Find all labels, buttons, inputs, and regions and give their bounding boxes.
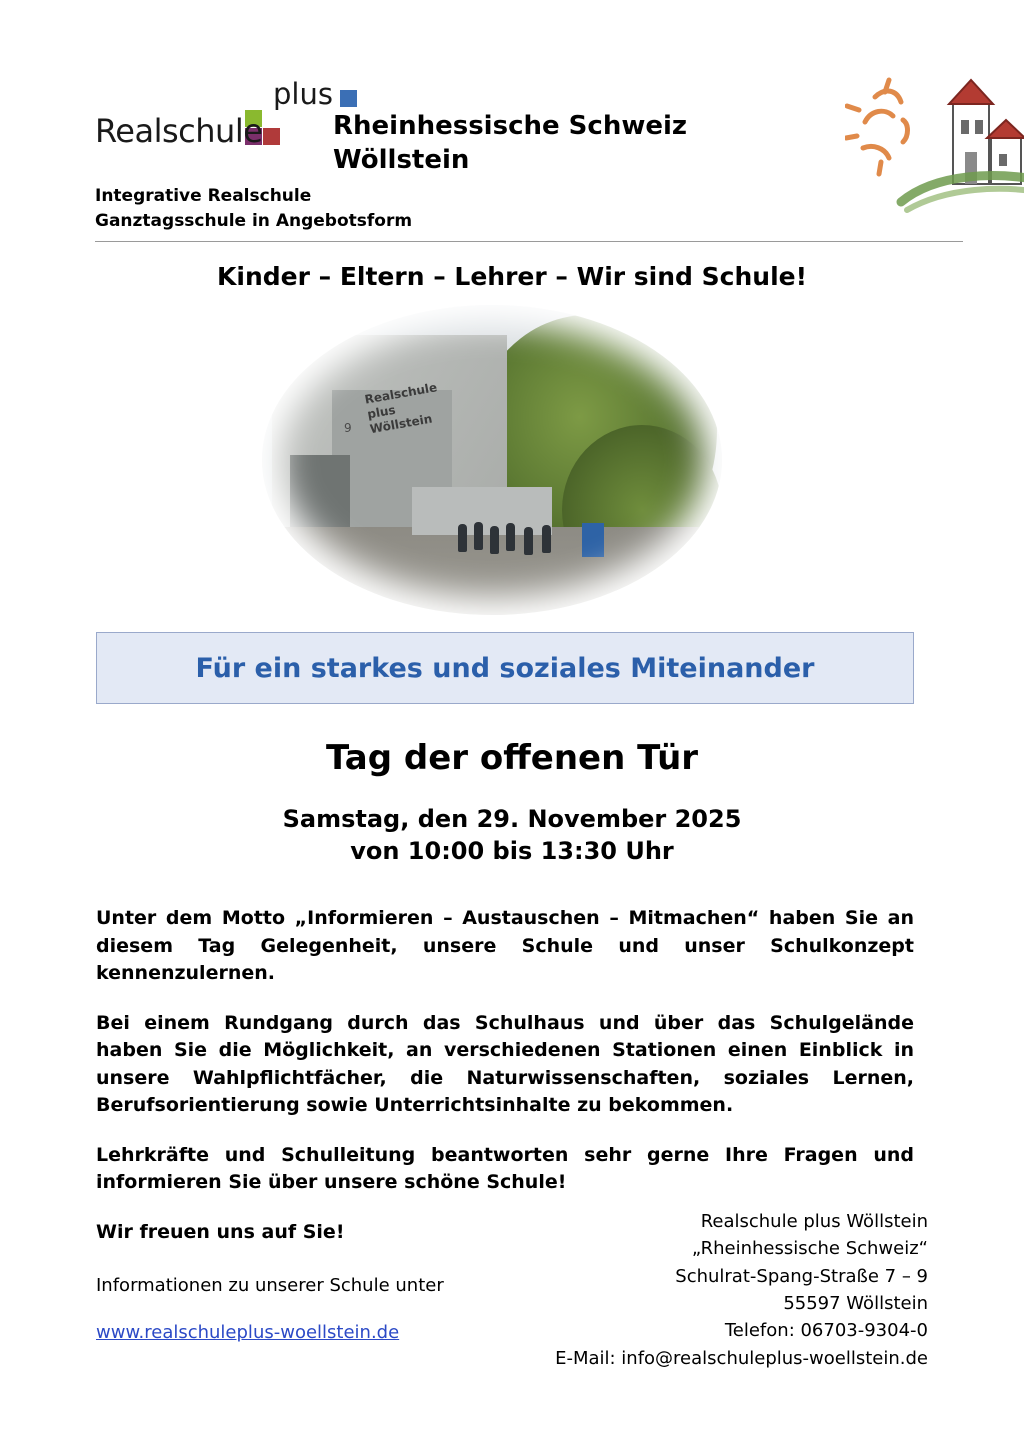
motto-headline: Kinder – Eltern – Lehrer – Wir sind Schule! bbox=[217, 262, 807, 291]
contact-block bbox=[498, 1208, 928, 1372]
body-paragraph-4: Wir freuen uns auf Sie! bbox=[96, 1220, 345, 1243]
photo-students bbox=[454, 520, 564, 560]
school-name bbox=[333, 110, 687, 178]
contact-phone: Telefon: 06703-9304-0 bbox=[724, 1320, 928, 1342]
school-photo bbox=[262, 305, 722, 615]
logo-word-plus: plus bbox=[273, 77, 333, 111]
event-title: Tag der offenen Tür bbox=[325, 738, 699, 778]
contact-school-name: Realschule plus Wöllstein bbox=[700, 1211, 928, 1232]
contact-city: 55597 Wöllstein bbox=[783, 1293, 928, 1315]
footer-info-label: Informationen zu unserer Schule unter bbox=[96, 1275, 444, 1296]
body-paragraph-3: Lehrkräfte und Schulleitung beantworten sehr gerne Ihre Fragen und informieren Sie über unsere schöne Schule! bbox=[96, 1143, 914, 1194]
school-subtitle-line-1: Integrative Realschule bbox=[95, 186, 312, 206]
body-paragraph-1: Unter dem Motto „Informieren – Austauschen – Mitmachen“ haben Sie an diesem Tag Gelegenheit, unsere Schule und unser Schulkonzept kennenzulernen. bbox=[96, 907, 914, 985]
logo-word-realschule: Realschule bbox=[95, 112, 263, 150]
body-text bbox=[96, 905, 914, 1246]
body-paragraph-2: Bei einem Rundgang durch das Schulhaus und über das Schulgelände haben Sie die Möglichkeit, an verschiedenen Stationen einen Einblick in unsere Wahlpflichtfächer, die Naturwissenschaften, soziales Lernen, Berufsorientierung sowie Unterrichtsinhalte zu bekommen. bbox=[96, 1011, 914, 1117]
school-subtitle-line-2: Ganztagsschule in Angebotsform bbox=[95, 210, 413, 231]
slogan-banner bbox=[96, 632, 914, 704]
logo-square-blue bbox=[340, 90, 357, 107]
slogan-banner-text: Für ein starkes und soziales Miteinander bbox=[195, 652, 815, 684]
contact-school-subtitle: „Rheinhessische Schweiz“ bbox=[691, 1238, 928, 1260]
header-divider bbox=[95, 241, 963, 242]
website-link[interactable]: www.realschuleplus-woellstein.de bbox=[96, 1322, 400, 1343]
castle-tower-sun-emblem bbox=[845, 62, 1024, 222]
logo-square-red bbox=[263, 128, 280, 145]
school-photo-oval bbox=[262, 305, 722, 615]
school-logo bbox=[95, 72, 333, 152]
photo-blue-bin bbox=[582, 523, 604, 557]
event-time-line: von 10:00 bis 13:30 Uhr bbox=[350, 837, 674, 866]
school-name-line-2: Wöllstein bbox=[333, 144, 470, 175]
event-date-line: Samstag, den 29. November 2025 bbox=[282, 805, 742, 833]
school-name-line-1: Rheinhessische Schweiz bbox=[333, 111, 688, 141]
document-header bbox=[95, 62, 963, 240]
event-datetime bbox=[0, 803, 1024, 868]
photo-school-sign: Realschule plus Wöllstein bbox=[363, 380, 439, 437]
contact-street: Schulrat-Spang-Straße 7 – 9 bbox=[675, 1265, 928, 1287]
school-subtitle bbox=[95, 184, 412, 233]
contact-email: E-Mail: info@realschuleplus-woellstein.de bbox=[555, 1347, 928, 1369]
photo-door-number: 9 bbox=[344, 421, 352, 435]
